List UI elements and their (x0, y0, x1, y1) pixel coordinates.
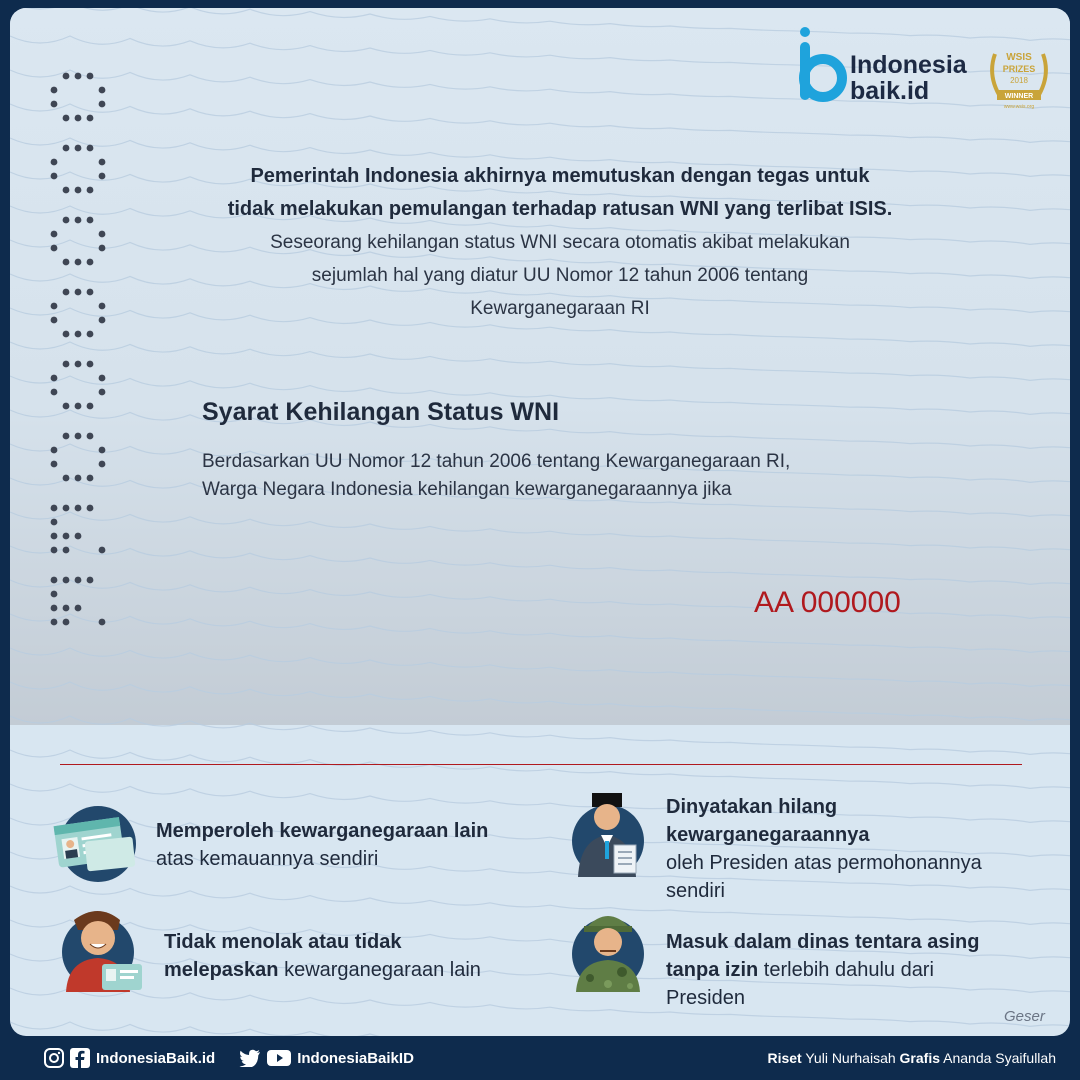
grafis-name: Ananda Syaifullah (943, 1050, 1056, 1066)
soldier-icon (566, 906, 652, 992)
item1-rest: atas kemauannya sendiri (156, 848, 379, 870)
section-title: Syarat Kehilangan Status WNI (202, 398, 560, 426)
riset-name: Yuli Nurhaisah (805, 1050, 896, 1066)
official-icon (566, 791, 652, 877)
section-desc-line2: Warga Negara Indonesia kehilangan kewarganegaraannya jika (202, 479, 732, 500)
perforation-column (48, 70, 112, 640)
section-description (202, 448, 902, 504)
badge-url: www.wsis.org (1003, 104, 1035, 110)
intro-line4: sejumlah hal yang diatur UU Nomor 12 tahun 2006 tentang (311, 265, 809, 286)
footer-bar (0, 1036, 1080, 1080)
id-card-icon (52, 801, 138, 887)
condition-item-1 (52, 801, 532, 891)
handle-social[interactable]: IndonesiaBaikID (297, 1049, 414, 1067)
citizen-icon (60, 906, 146, 992)
badge-year: 2018 (1010, 76, 1028, 85)
intro-line3: Seseorang kehilangan status WNI secara otomatis akibat melakukan (270, 232, 850, 253)
condition-item-3 (60, 906, 540, 1006)
item4-text (666, 928, 1036, 1012)
badge-wsis: WSIS (1006, 52, 1032, 63)
intro-bold-line1: Pemerintah Indonesia akhirnya memutuskan dengan tegas untuk (250, 165, 870, 187)
intro-paragraph (160, 160, 960, 325)
item3-rest: kewarganegaraan lain (284, 959, 481, 981)
item3-bold2: melepaskan (164, 959, 279, 981)
item3-text (164, 928, 544, 984)
infographic-card (10, 8, 1070, 1036)
condition-item-4 (566, 906, 1036, 1016)
swipe-hint[interactable]: Geser (1004, 1008, 1045, 1025)
twitter-icon[interactable] (239, 1049, 261, 1067)
item2-rest2: sendiri (666, 880, 725, 902)
item4-bold1: Masuk dalam dinas tentara asing (666, 931, 980, 953)
intro-bold-line2: tidak melakukan pemulangan terhadap ratusan WNI yang terlibat ISIS. (227, 198, 893, 220)
brand-wordmark (850, 52, 967, 104)
item2-text (666, 793, 1036, 905)
brand-line2: baik.id (850, 77, 930, 105)
divider (60, 764, 1022, 765)
riset-label: Riset (767, 1050, 802, 1066)
instagram-icon[interactable] (44, 1048, 64, 1068)
badge-winner: WINNER (1004, 93, 1034, 100)
item2-rest1: oleh Presiden atas permohonannya (666, 852, 982, 874)
item4-rest1: terlebih dahulu dari (763, 959, 934, 981)
handle-website[interactable]: IndonesiaBaik.id (96, 1049, 216, 1067)
item3-bold1: Tidak menolak atau tidak (164, 931, 402, 953)
item2-bold1: Dinyatakan hilang (666, 796, 838, 818)
intro-line5: Kewarganegaraan RI (470, 298, 650, 319)
section-desc-line1: Berdasarkan UU Nomor 12 tahun 2006 tentang Kewarganegaraan RI, (202, 451, 791, 472)
brand-line1: Indonesia (850, 51, 967, 79)
item1-text (156, 817, 536, 873)
wsis-winner-badge (985, 42, 1053, 112)
grafis-label: Grafis (899, 1050, 940, 1066)
social-handles (44, 1048, 414, 1068)
passport-serial-number: AA 000000 (754, 586, 901, 619)
item4-rest2: Presiden (666, 987, 745, 1009)
item2-bold2: kewarganegaraannya (666, 824, 870, 846)
youtube-icon[interactable] (267, 1049, 291, 1067)
condition-item-2 (566, 781, 1036, 901)
credits (767, 1050, 1056, 1066)
badge-prizes: PRIZES (1002, 64, 1036, 74)
item1-bold: Memperoleh kewarganegaraan lain (156, 820, 489, 842)
facebook-icon[interactable] (70, 1048, 90, 1068)
item4-bold2: tanpa izin (666, 959, 759, 981)
